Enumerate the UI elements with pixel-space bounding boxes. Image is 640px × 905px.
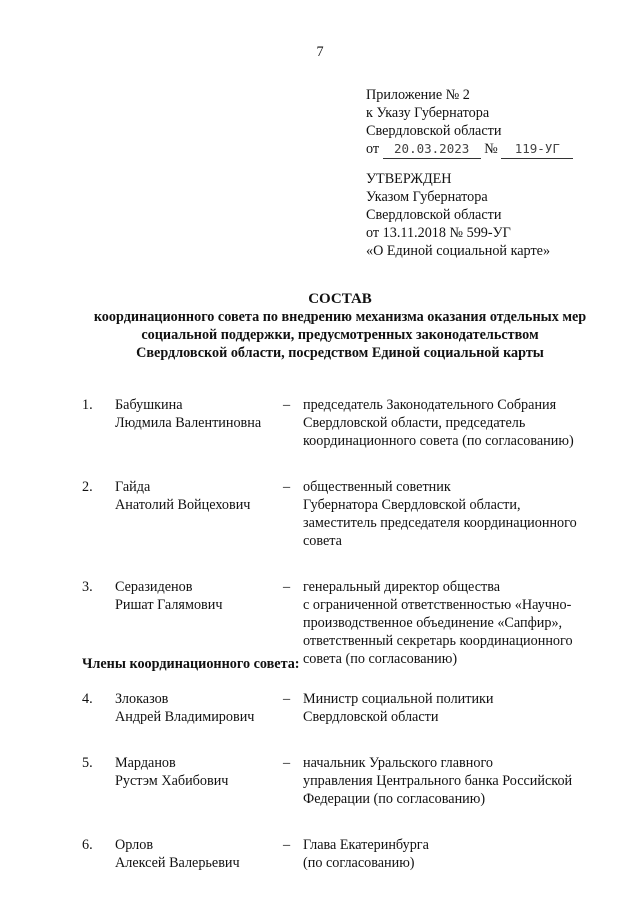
member-given-name: Рустэм Хабибович [115,773,229,789]
member-role-line: совета (по согласованию) [303,651,458,667]
member-number: 2. [82,479,93,495]
member-surname: Марданов [115,755,176,771]
member-role-line: Свердловской области [303,709,439,725]
document-title [40,290,640,362]
annex-line-1: Приложение № 2 [366,87,470,103]
member-role-line: Глава Екатеринбурга [303,837,429,853]
member-given-name: Андрей Владимирович [115,709,255,725]
member-role-line: управления Центрального банка Российской [303,773,573,789]
member-dash: – [283,579,291,595]
member-entry [82,478,612,550]
title-head: СОСТАВ [308,291,372,307]
member-entry [82,690,612,726]
member-role-line: заместитель председателя координационного [303,515,577,531]
annex-line-2: к Указу Губернатора [366,105,490,121]
member-surname: Бабушкина [115,397,183,413]
member-role [303,754,603,808]
member-surname: Серазиденов [115,579,193,595]
member-given-name: Ришат Галямович [115,597,223,613]
approved-line-3: от 13.11.2018 № 599-УГ [366,225,511,241]
annex-date-line [366,140,573,159]
member-name [115,754,283,808]
member-role-line: совета [303,533,342,549]
member-role-line: с ограниченной ответственностью «Научно- [303,597,572,613]
member-role [303,836,603,872]
approved-line-1: Указом Губернатора [366,189,488,205]
member-role-line: производственное объединение «Сапфир», [303,615,563,631]
member-surname: Злоказов [115,691,169,707]
member-given-name: Алексей Валерьевич [115,855,240,871]
member-name [115,396,283,450]
approved-heading: УТВЕРЖДЕН [366,171,452,187]
title-line-3: Свердловской области, посредством Единой социальной карты [136,345,544,361]
member-surname: Орлов [115,837,154,853]
title-line-2: социальной поддержки, предусмотренных законодательством [141,327,539,343]
member-dash: – [283,755,291,771]
member-name [115,478,283,550]
member-number: 1. [82,397,93,413]
approved-block [366,170,550,260]
member-entry [82,836,612,872]
member-role-line: начальник Уральского главного [303,755,494,771]
approved-line-2: Свердловской области [366,207,502,223]
member-role [303,690,603,726]
member-dash: – [283,479,291,495]
page-number: 7 [316,44,324,60]
member-surname: Гайда [115,479,151,495]
member-number: 4. [82,691,93,707]
member-number: 3. [82,579,93,595]
annex-date-prefix: от [366,141,380,157]
title-line-1: координационного совета по внедрению механизма оказания отдельных мер [93,309,587,325]
members-list [82,690,612,900]
member-name [115,836,283,872]
member-role-line: (по согласованию) [303,855,415,871]
member-role-line: ответственный секретарь координационного [303,633,573,649]
member-number: 6. [82,837,93,853]
member-dash: – [283,397,291,413]
annex-number-prefix: № [484,141,498,157]
member-role-line: председатель Законодательного Собрания [303,397,557,413]
member-role-line: Министр социальной политики [303,691,494,707]
member-role-line: Свердловской области, председатель [303,415,526,431]
member-dash: – [283,691,291,707]
member-role-line: Федерации (по согласованию) [303,791,486,807]
leadership-list [82,396,612,696]
member-role-line: общественный советник [303,479,451,495]
member-role-line: координационного совета (по согласованию) [303,433,574,449]
member-number: 5. [82,755,93,771]
annex-block [366,86,573,159]
member-name [115,690,283,726]
member-entry [82,396,612,450]
member-role-line: Губернатора Свердловской области, [303,497,521,513]
member-given-name: Анатолий Войцехович [115,497,251,513]
annex-line-3: Свердловской области [366,123,502,139]
member-role-line: генеральный директор общества [303,579,500,595]
member-role [303,578,603,668]
member-role [303,396,603,450]
member-given-name: Людмила Валентиновна [115,415,262,431]
members-heading: Члены координационного совета: [82,656,300,672]
member-role [303,478,603,550]
annex-number: 119-УГ [501,140,573,159]
annex-date: 20.03.2023 [383,140,481,159]
member-dash: – [283,837,291,853]
member-entry [82,754,612,808]
approved-line-4: «О Единой социальной карте» [366,243,551,259]
